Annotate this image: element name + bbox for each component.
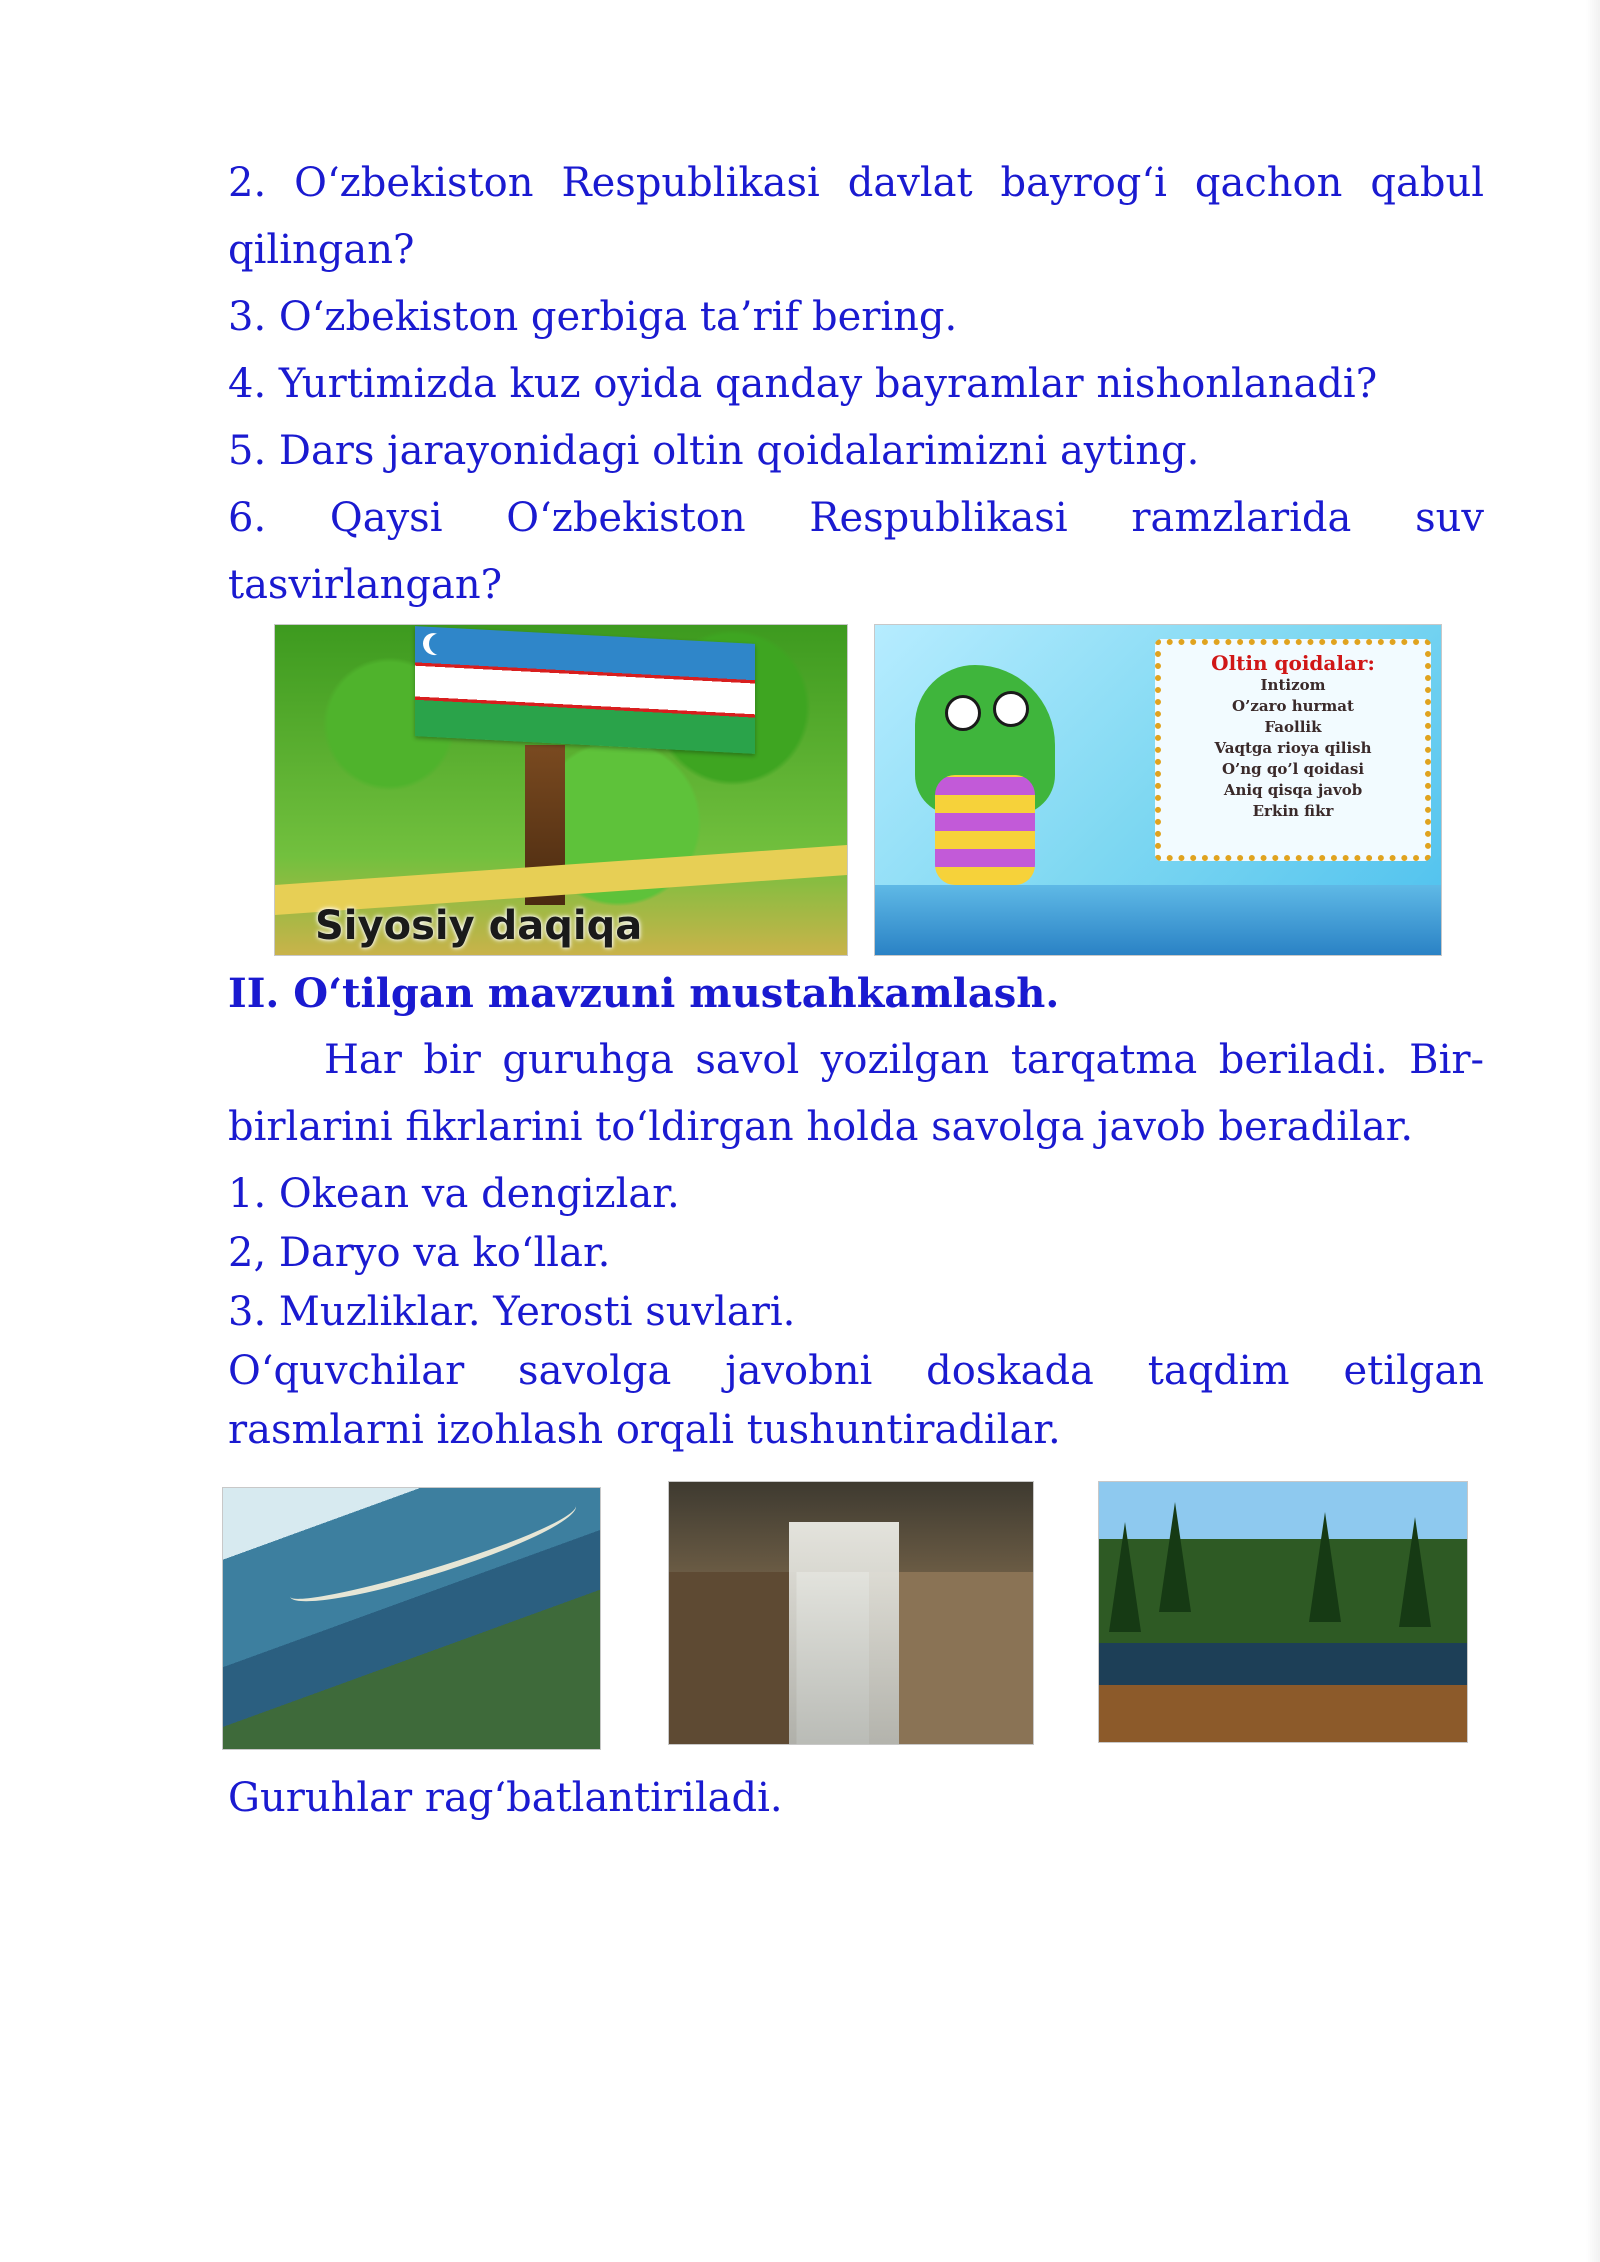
question-2-line-1: 2. O‘zbekiston Respublikasi davlat bayrog‘i qachon qabul (228, 160, 1484, 206)
topic-item-2: 2, Daryo va ko‘llar. (228, 1230, 611, 1276)
water (875, 885, 1441, 955)
rule-item: Erkin fikr (1252, 802, 1334, 820)
section-2-intro-line-1: Har bir guruhga savol yozilgan tarqatma beriladi. Bir- (324, 1037, 1484, 1083)
eye-icon (945, 695, 981, 731)
rule-item: Intizom (1260, 676, 1326, 694)
question-6-line-2: tasvirlangan? (228, 562, 503, 608)
explain-line-1: O‘quvchilar savolga javobni doskada taqdim etilgan (228, 1348, 1484, 1394)
question-3: 3. O‘zbekiston gerbiga ta’rif bering. (228, 294, 958, 340)
topic-item-3: 3. Muzliklar. Yerosti suvlari. (228, 1289, 796, 1335)
sea-coast-photo (222, 1487, 601, 1750)
flag-illustration (274, 624, 848, 956)
rule-item: O’zaro hurmat (1232, 697, 1354, 715)
question-6-line-1: 6. Qaysi O‘zbekiston Respublikasi ramzlarida suv (228, 495, 1484, 541)
explain-line-2: rasmlarni izohlash orqali tushuntiradilar. (228, 1407, 1061, 1453)
crescent-icon (429, 633, 451, 656)
rule-item: Faollik (1264, 718, 1322, 736)
pine-tree-icon (1159, 1502, 1191, 1612)
rules-title: Oltin qoidalar: (1211, 651, 1375, 675)
rule-item: O’ng qo’l qoidasi (1221, 760, 1365, 778)
rule-item: Aniq qisqa javob (1223, 781, 1363, 799)
rule-item: Vaqtga rioya qilish (1214, 739, 1372, 757)
topic-list (228, 1165, 1484, 1460)
questions-block (228, 150, 1484, 619)
closing-line: Guruhlar rag‘batlantiriladi. (228, 1775, 783, 1821)
golden-rules-illustration (874, 624, 1442, 956)
question-2-line-2: qilingan? (228, 227, 415, 273)
section-2-block (228, 960, 1484, 1161)
waterfall-photo (668, 1481, 1034, 1745)
forest-lake-photo (1098, 1481, 1468, 1743)
pine-tree-icon (1109, 1522, 1141, 1632)
page-edge (1586, 0, 1600, 2262)
siyosiy-daqiqa-caption: Siyosiy daqiqa (315, 903, 643, 949)
pine-tree-icon (1309, 1512, 1341, 1622)
uzbek-flag-icon (415, 626, 755, 754)
section-2-intro-line-2: birlarini fikrlarini to‘ldirgan holda savolga javob beradilar. (228, 1104, 1414, 1150)
shoreline (282, 1488, 583, 1615)
question-5: 5. Dars jarayonidagi oltin qoidalarimizni ayting. (228, 428, 1200, 474)
section-2-heading: II. O‘tilgan mavzuni mustahkamlash. (228, 970, 1060, 1017)
topic-item-1: 1. Okean va dengizlar. (228, 1171, 680, 1217)
question-4: 4. Yurtimizda kuz oyida qanday bayramlar nishonlanadi? (228, 361, 1378, 407)
falling-water (789, 1522, 899, 1744)
pine-tree-icon (1399, 1517, 1431, 1627)
rules-panel (1155, 639, 1431, 861)
eye-icon (993, 691, 1029, 727)
crocodile-vest (935, 775, 1035, 885)
